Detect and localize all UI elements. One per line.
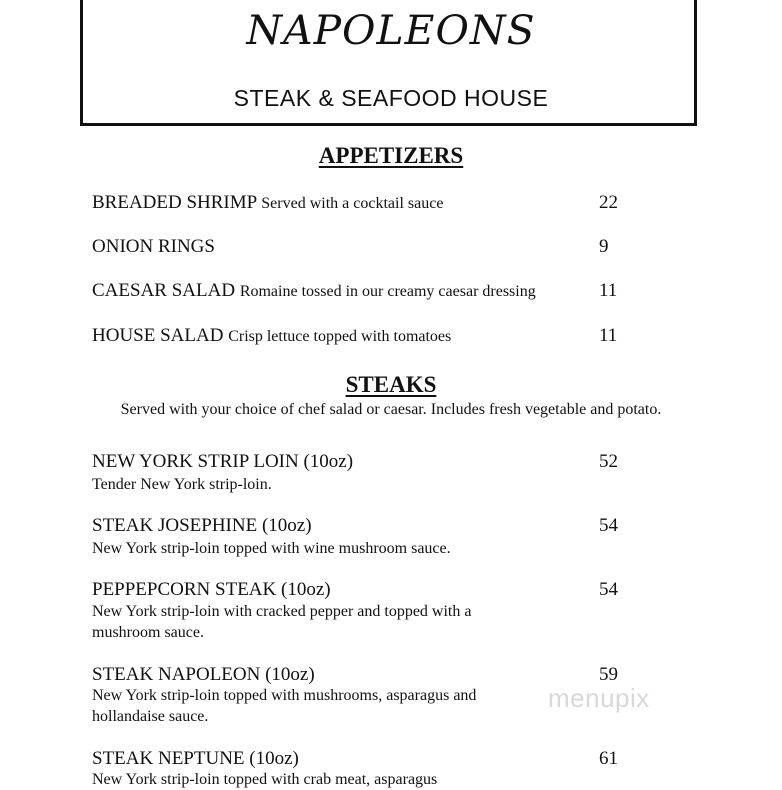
item-name: STEAK JOSEPHINE (10oz) <box>92 515 312 536</box>
item-name: STEAK NAPOLEON (10oz) <box>92 664 315 685</box>
item-price: 54 <box>599 515 618 536</box>
item-description: Romaine tossed in our creamy caesar dressing <box>239 283 536 300</box>
item-price: 52 <box>599 451 618 472</box>
item-name: CAESAR SALAD <box>92 280 236 301</box>
steaks-title: STEAKS <box>345 372 437 397</box>
item-description: New York strip-loin topped with crab meat, asparagus <box>92 771 438 788</box>
item-description: New York strip-loin topped with mushrooms, asparagus and hollandaise sauce. <box>92 687 477 725</box>
item-price: 22 <box>599 192 618 213</box>
item-price: 9 <box>599 236 609 257</box>
menu-item <box>92 325 451 347</box>
item-price: 54 <box>599 579 618 600</box>
menu-item <box>92 280 536 302</box>
restaurant-name: NAPOLEONS <box>246 8 536 54</box>
item-description: Served with a cocktail sauce <box>261 195 444 212</box>
item-name: PEPPEPCORN STEAK (10oz) <box>92 579 331 600</box>
item-price: 11 <box>599 325 618 346</box>
menu-item <box>92 236 215 258</box>
item-name: ONION RINGS <box>92 236 215 257</box>
item-name: HOUSE SALAD <box>92 325 224 346</box>
item-name: NEW YORK STRIP LOIN (10oz) <box>92 451 354 472</box>
restaurant-subtitle: STEAK & SEAFOOD HOUSE <box>233 85 549 111</box>
item-price: 11 <box>599 280 618 301</box>
item-description: Crisp lettuce topped with tomatoes <box>228 328 452 345</box>
steaks-note: Served with your choice of chef salad or caesar. Includes fresh vegetable and potato. <box>120 401 662 418</box>
appetizers-title: APPETIZERS <box>318 143 464 168</box>
item-description: Tender New York strip-loin. <box>92 476 272 493</box>
item-price: 61 <box>599 748 618 769</box>
watermark-logo: menupix <box>548 683 650 713</box>
item-description: New York strip-loin with cracked pepper and topped with a mushroom sauce. <box>92 603 472 641</box>
item-name: STEAK NEPTUNE (10oz) <box>92 748 299 769</box>
item-name: BREADED SHRIMP <box>92 192 257 213</box>
item-description: New York strip-loin topped with wine mushroom sauce. <box>92 540 451 557</box>
item-price: 59 <box>599 664 618 685</box>
menu-item <box>92 192 443 214</box>
